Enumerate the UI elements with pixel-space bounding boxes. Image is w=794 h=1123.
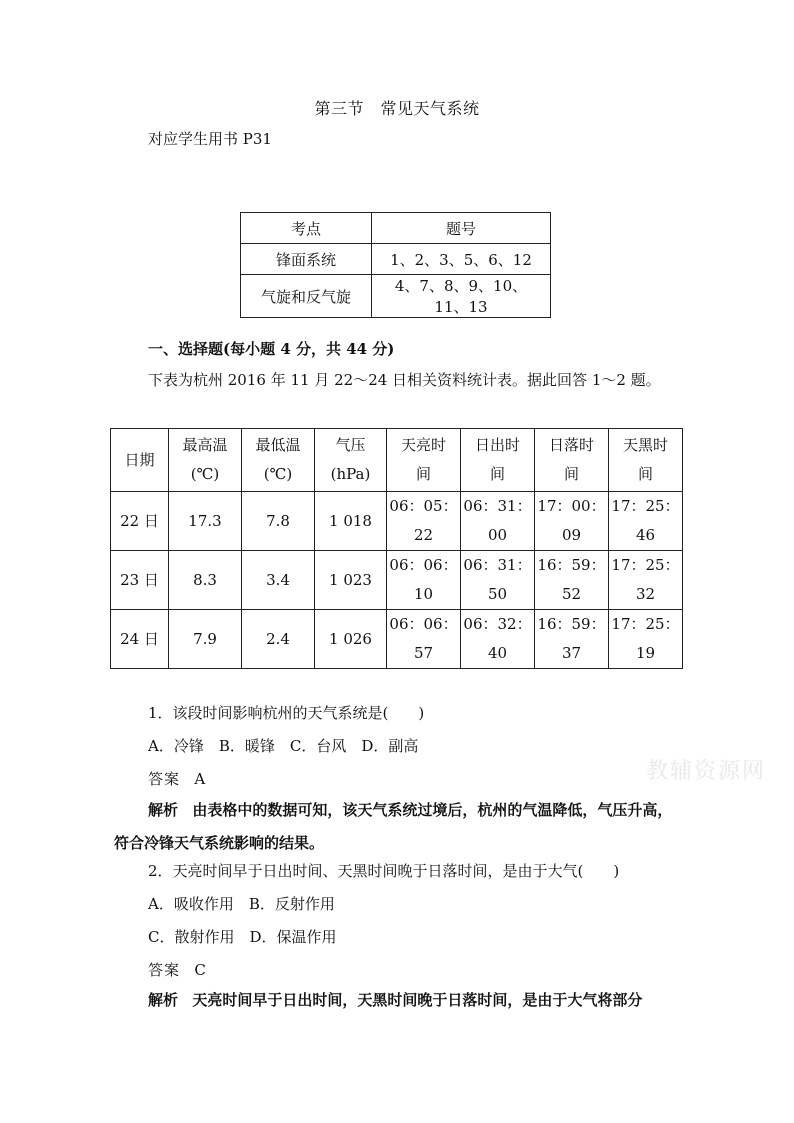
- header-sunset: 日落时 间: [535, 429, 609, 492]
- section-heading: 一、选择题(每小题 4 分，共 44 分): [148, 340, 395, 358]
- cell-sunset: 16：59： 52: [535, 551, 609, 610]
- cell-dawn: 06：06： 57: [387, 610, 461, 669]
- table-row: [241, 275, 551, 318]
- cell-date: 23 日: [111, 551, 169, 610]
- header-sunrise: 日出时 间: [461, 429, 535, 492]
- kaodian-questions: 1、2、3、5、6、12: [372, 244, 551, 275]
- header-dark: 天黑时 间: [609, 429, 683, 492]
- cell-dark: 17：25： 19: [609, 610, 683, 669]
- kaodian-header-question: 题号: [372, 213, 551, 244]
- header-high-temp: 最高温 (℃): [169, 429, 242, 492]
- cell-pressure: 1 023: [315, 551, 387, 610]
- header-date: 日期: [111, 429, 169, 492]
- cell-date: 24 日: [111, 610, 169, 669]
- watermark: 教辅资源网: [646, 759, 767, 784]
- question-2-answer: 答案 C: [148, 961, 206, 979]
- question-1-explanation: 解析 由表格中的数据可知，该天气系统过境后，杭州的气温降低，气压升高，符合冷锋天气系统影响的结果。: [114, 801, 673, 852]
- table-row: [111, 610, 683, 669]
- kaodian-topic: 气旋和反气旋: [241, 275, 372, 318]
- kaodian-header-row: [241, 213, 551, 244]
- question-2-options-cd: C．散射作用 D．保温作用: [148, 928, 337, 946]
- weather-header-row: [111, 429, 683, 492]
- question-1-answer: 答案 A: [148, 770, 206, 788]
- question-2-options-ab: A．吸收作用 B．反射作用: [148, 895, 335, 913]
- textbook-reference: 对应学生用书 P31: [148, 130, 272, 148]
- cell-dawn: 06：05： 22: [387, 492, 461, 551]
- kaodian-table: [240, 212, 551, 318]
- question-2-stem: 2．天亮时间早于日出时间、天黑时间晚于日落时间，是由于大气( ): [148, 862, 620, 880]
- cell-dark: 17：25： 46: [609, 492, 683, 551]
- cell-sunrise: 06：31： 50: [461, 551, 535, 610]
- header-pressure: 气压 (hPa): [315, 429, 387, 492]
- cell-sunrise: 06：31： 00: [461, 492, 535, 551]
- question-intro: 下表为杭州 2016 年 11 月 22～24 日相关资料统计表。据此回答 1～2 题。: [148, 371, 661, 389]
- table-row: [241, 244, 551, 275]
- weather-data-table: [110, 428, 683, 669]
- page-title: 第三节 常见天气系统: [314, 99, 480, 118]
- cell-low-temp: 3.4: [242, 551, 315, 610]
- header-low-temp: 最低温 (℃): [242, 429, 315, 492]
- cell-high-temp: 17.3: [169, 492, 242, 551]
- cell-date: 22 日: [111, 492, 169, 551]
- cell-sunset: 17：00： 09: [535, 492, 609, 551]
- kaodian-questions: 4、7、8、9、10、11、13: [372, 275, 551, 318]
- kaodian-topic: 锋面系统: [241, 244, 372, 275]
- cell-dawn: 06：06： 10: [387, 551, 461, 610]
- cell-dark: 17：25： 32: [609, 551, 683, 610]
- cell-high-temp: 8.3: [169, 551, 242, 610]
- question-2-explanation: 解析 天亮时间早于日出时间，天黑时间晚于日落时间，是由于大气将部分: [148, 991, 643, 1009]
- cell-low-temp: 7.8: [242, 492, 315, 551]
- cell-low-temp: 2.4: [242, 610, 315, 669]
- table-row: [111, 492, 683, 551]
- cell-high-temp: 7.9: [169, 610, 242, 669]
- kaodian-header-topic: 考点: [241, 213, 372, 244]
- cell-sunset: 16：59： 37: [535, 610, 609, 669]
- cell-sunrise: 06：32： 40: [461, 610, 535, 669]
- question-1-stem: 1．该段时间影响杭州的天气系统是( ): [148, 704, 425, 722]
- question-1-options: A．冷锋 B．暖锋 C．台风 D．副高: [148, 737, 419, 755]
- header-dawn: 天亮时 间: [387, 429, 461, 492]
- cell-pressure: 1 026: [315, 610, 387, 669]
- cell-pressure: 1 018: [315, 492, 387, 551]
- table-row: [111, 551, 683, 610]
